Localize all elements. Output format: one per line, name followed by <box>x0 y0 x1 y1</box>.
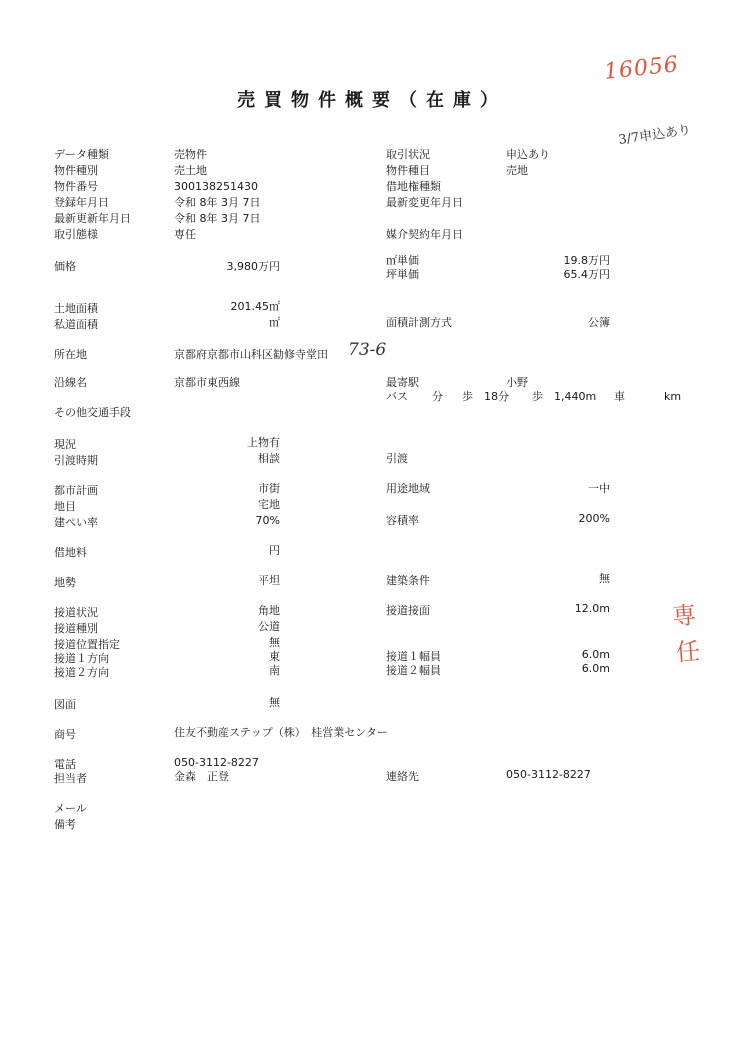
road1-dir-label: 接道１方向 <box>54 652 109 665</box>
unit-price-tsubo-value: 65.4万円 <box>563 268 610 281</box>
contact-value: 050-3112-8227 <box>506 768 591 781</box>
property-kind-value: 売土地 <box>174 164 207 177</box>
land-category-value: 宅地 <box>258 498 280 511</box>
road1-width-label: 接道１幅員 <box>386 650 441 663</box>
price-label: 価格 <box>54 260 76 273</box>
land-rent-label: 借地料 <box>54 546 87 559</box>
company-label: 商号 <box>54 728 76 741</box>
nearest-station-value: 小野 <box>506 376 528 389</box>
last-updated-value: 令和 8年 3月 7日 <box>174 212 261 225</box>
property-no-value: 300138251430 <box>174 180 258 193</box>
unit-price-tsubo-label: 坪単価 <box>386 268 419 281</box>
phone-value: 050-3112-8227 <box>174 756 259 769</box>
registered-value: 令和 8年 3月 7日 <box>174 196 261 209</box>
last-changed-label: 最新変更年月日 <box>386 196 463 209</box>
registered-label: 登録年月日 <box>54 196 109 209</box>
land-category-label: 地目 <box>54 500 76 513</box>
nearest-station-label: 最寄駅 <box>386 376 419 389</box>
build-cond-value: 無 <box>599 572 610 585</box>
contact-person-value: 金森 正登 <box>174 770 229 783</box>
road1-width-value: 6.0m <box>581 648 610 661</box>
handwritten-stamp-top: 専 <box>671 601 698 631</box>
far-value: 200% <box>578 512 610 525</box>
road-status-value: 角地 <box>258 604 280 617</box>
access-walk-2: 歩 <box>532 390 543 403</box>
handover-label: 引渡 <box>386 452 408 465</box>
handwritten-address-suffix: 73-6 <box>348 340 387 360</box>
terrain-value: 平坦 <box>258 574 280 587</box>
access-km: km <box>664 390 682 403</box>
city-plan-label: 都市計画 <box>54 484 98 497</box>
use-zone-label: 用途地域 <box>386 482 430 495</box>
page-title: 売買物件概要（在庫） <box>237 90 507 111</box>
coverage-label: 建ぺい率 <box>54 516 98 529</box>
private-road-value: ㎡ <box>269 316 280 329</box>
road2-width-value: 6.0m <box>581 662 610 675</box>
road2-dir-label: 接道２方向 <box>54 666 109 679</box>
handover-time-label: 引渡時期 <box>54 454 98 467</box>
other-transport-label: その他交通手段 <box>54 406 131 419</box>
road-type-label: 接道種別 <box>54 622 98 635</box>
road2-dir-value: 南 <box>269 664 280 677</box>
address-value: 京都府京都市山科区勧修寺堂田 <box>174 348 328 361</box>
handwritten-note: 3/7申込あり <box>617 122 692 148</box>
deal-status-label: 取引状況 <box>386 148 430 161</box>
contact-person-label: 担当者 <box>54 772 87 785</box>
drawing-value: 無 <box>269 696 280 709</box>
property-no-label: 物件番号 <box>54 180 98 193</box>
line-value: 京都市東西線 <box>174 376 240 389</box>
deal-status-value: 申込あり <box>506 148 550 161</box>
handwritten-stamp-bottom: 任 <box>675 637 702 667</box>
road-designation-label: 接道位置指定 <box>54 638 120 651</box>
phone-label: 電話 <box>54 758 76 771</box>
property-item-value: 売地 <box>506 164 528 177</box>
handover-time-value: 相談 <box>258 452 280 465</box>
handwritten-number: 16056 <box>602 52 681 85</box>
access-walk-min: 18分 <box>484 390 509 403</box>
far-label: 容積率 <box>386 514 419 527</box>
access-car: 車 <box>614 390 625 403</box>
data-type-value: 売物件 <box>174 148 207 161</box>
current-value: 上物有 <box>247 436 280 449</box>
property-kind-label: 物件種別 <box>54 164 98 177</box>
land-area-value: 201.45㎡ <box>230 300 280 313</box>
road1-dir-value: 東 <box>269 650 280 663</box>
deal-mode-value: 専任 <box>174 228 196 241</box>
current-label: 現況 <box>54 438 76 451</box>
coverage-value: 70% <box>255 514 280 527</box>
address-label: 所在地 <box>54 348 87 361</box>
unit-price-sqm-value: 19.8万円 <box>563 254 610 267</box>
area-method-label: 面積計測方式 <box>386 316 452 329</box>
road2-width-label: 接道２幅員 <box>386 664 441 677</box>
property-item-label: 物件種目 <box>386 164 430 177</box>
area-method-value: 公簿 <box>588 316 610 329</box>
build-cond-label: 建築条件 <box>386 574 430 587</box>
road-type-value: 公道 <box>258 620 280 633</box>
land-area-label: 土地面積 <box>54 302 98 315</box>
use-zone-value: 一中 <box>588 482 610 495</box>
last-updated-label: 最新更新年月日 <box>54 212 131 225</box>
land-rent-value: 円 <box>269 544 280 557</box>
notes-label: 備考 <box>54 818 76 831</box>
broker-contract-label: 媒介契約年月日 <box>386 228 463 241</box>
road-frontage-value: 12.0m <box>574 602 610 615</box>
deal-mode-label: 取引態様 <box>54 228 98 241</box>
company-value: 住友不動産ステップ（株） 桂営業センター <box>174 726 388 739</box>
city-plan-value: 市街 <box>258 482 280 495</box>
price-value: 3,980万円 <box>226 260 280 273</box>
line-label: 沿線名 <box>54 376 87 389</box>
road-designation-value: 無 <box>269 636 280 649</box>
access-bus: バス <box>386 390 408 403</box>
road-status-label: 接道状況 <box>54 606 98 619</box>
access-min: 分 <box>432 390 443 403</box>
leasehold-label: 借地権種類 <box>386 180 441 193</box>
access-walk: 歩 <box>462 390 473 403</box>
data-type-label: データ種類 <box>54 148 109 161</box>
unit-price-sqm-label: ㎡単価 <box>386 254 419 267</box>
mail-label: メール <box>54 802 87 815</box>
private-road-label: 私道面積 <box>54 318 98 331</box>
terrain-label: 地勢 <box>54 576 76 589</box>
contact-label: 連絡先 <box>386 770 419 783</box>
access-walk-distance: 1,440m <box>554 390 597 403</box>
road-frontage-label: 接道接面 <box>386 604 430 617</box>
drawing-label: 図面 <box>54 698 76 711</box>
